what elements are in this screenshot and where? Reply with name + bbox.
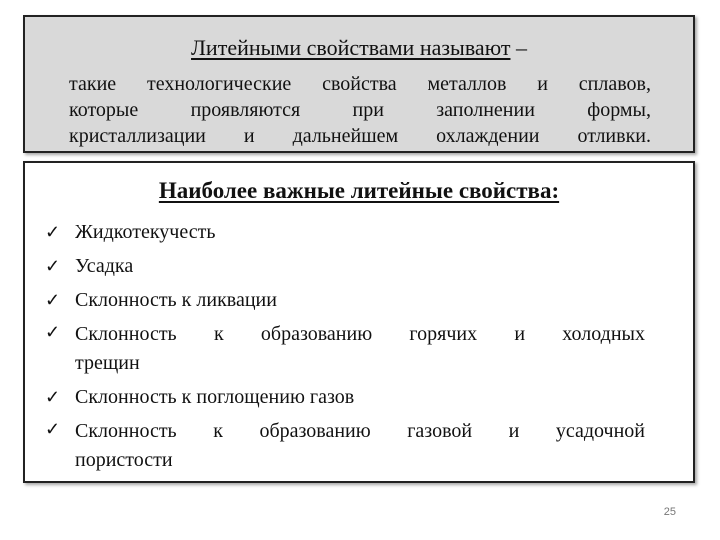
properties-title: Наиболее важные литейные свойства: xyxy=(158,178,560,203)
list-item xyxy=(45,215,645,249)
list-item-text: Склонность к поглощению газов xyxy=(75,386,355,408)
checkmark-icon: ✓ xyxy=(45,322,61,342)
definition-line-1: такие технологические свойства металлов и сплавов, xyxy=(69,73,651,95)
definition-line-3: кристаллизации и дальнейшем охлаждении отливки. xyxy=(69,125,651,147)
checkmark-icon: ✓ xyxy=(45,222,61,242)
checkmark-icon: ✓ xyxy=(45,256,61,276)
list-item-text xyxy=(75,417,645,475)
list-item-text: Жидкотекучесть xyxy=(75,221,216,243)
list-item xyxy=(45,283,645,317)
list-item-text-line-2: пористости xyxy=(75,449,173,471)
definition-box xyxy=(23,15,695,153)
definition-dash: – xyxy=(510,35,527,60)
list-item-text-line-1: Склонность к образованию газовой и усадочной xyxy=(75,420,645,442)
checkmark-icon: ✓ xyxy=(45,387,61,407)
properties-box xyxy=(23,161,695,483)
properties-list xyxy=(45,215,645,477)
definition-term: Литейными свойствами называют xyxy=(191,35,511,60)
list-item xyxy=(45,380,645,414)
list-item xyxy=(45,249,645,283)
list-item-text-line-1: Склонность к образованию горячих и холодных xyxy=(75,323,645,345)
page-number: 25 xyxy=(663,506,676,518)
definition-text xyxy=(69,71,651,149)
list-item-text-line-2: трещин xyxy=(75,352,140,374)
checkmark-icon: ✓ xyxy=(45,419,61,439)
list-item xyxy=(45,317,645,380)
list-item-text: Усадка xyxy=(75,255,134,277)
list-item xyxy=(45,414,645,477)
definition-line-2: которые проявляются при заполнении формы, xyxy=(69,99,651,121)
checkmark-icon: ✓ xyxy=(45,290,61,310)
list-item-text: Склонность к ликвации xyxy=(75,289,277,311)
definition-title xyxy=(25,35,693,61)
list-item-text xyxy=(75,320,645,378)
